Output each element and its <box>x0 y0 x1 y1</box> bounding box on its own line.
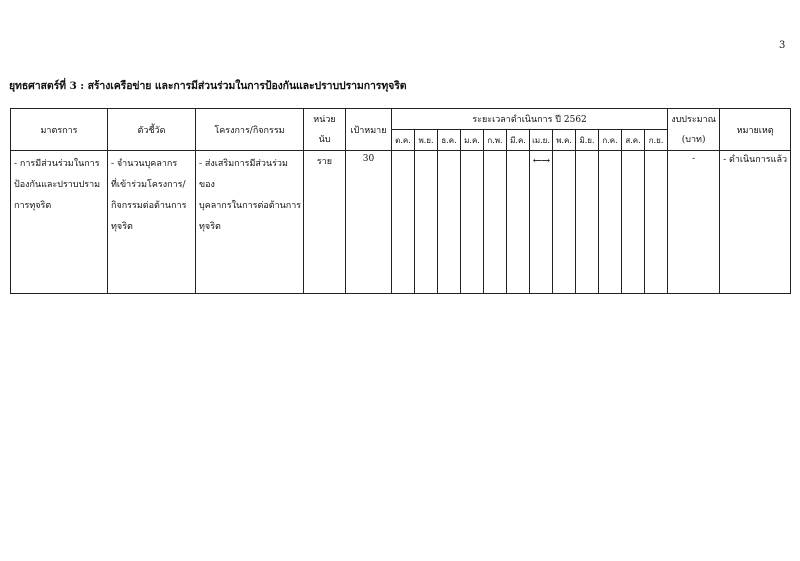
header-remarks: หมายเหตุ <box>720 109 791 151</box>
cell-unit: ราย <box>304 151 346 294</box>
month-cell <box>645 151 668 294</box>
project-line: - ส่งเสริมการมีส่วนร่วมของ <box>199 159 288 190</box>
month-header: มี.ค. <box>507 130 530 151</box>
month-cell <box>553 151 576 294</box>
month-header: เม.ย. <box>530 130 553 151</box>
strategy-title: ยุทธศาสตร์ที่ 3 : สร้างเครือข่าย และการมีส่วนร่วมในการป้องกันและปราบปรามการทุจริต <box>9 80 407 92</box>
month-header: ต.ค. <box>392 130 415 151</box>
cell-indicator <box>108 151 196 294</box>
cell-measure <box>11 151 108 294</box>
double-arrow-icon: ←→ <box>532 154 550 167</box>
header-unit-line2: นับ <box>318 134 331 145</box>
month-cell <box>622 151 645 294</box>
indicator-line: ทุจริต <box>111 222 133 232</box>
month-header: ก.ย. <box>645 130 668 151</box>
month-cell <box>461 151 484 294</box>
project-line: ทุจริต <box>199 222 221 232</box>
month-header: ม.ค. <box>461 130 484 151</box>
header-measure: มาตรการ <box>11 109 108 151</box>
measure-line: การทุจริต <box>14 201 52 211</box>
table-row <box>11 151 791 294</box>
month-header: ธ.ค. <box>438 130 461 151</box>
header-budget <box>668 109 720 151</box>
measure-line: ป้องกันและปราบปราม <box>14 180 101 190</box>
page-number: 3 <box>779 40 786 51</box>
month-header: ก.พ. <box>484 130 507 151</box>
month-cell <box>415 151 438 294</box>
action-plan-table <box>10 108 791 294</box>
indicator-line: ที่เข้าร่วมโครงการ/ <box>111 180 186 190</box>
month-cell <box>599 151 622 294</box>
month-header: พ.ย. <box>415 130 438 151</box>
header-target: เป้าหมาย <box>346 109 392 151</box>
month-cell <box>438 151 461 294</box>
indicator-line: - จำนวนบุคลากร <box>111 159 178 169</box>
header-indicator: ตัวชี้วัด <box>108 109 196 151</box>
header-unit-line1: หน่วย <box>313 114 336 125</box>
cell-budget: - <box>668 151 720 294</box>
project-line: บุคลากรในการต่อต้านการ <box>199 201 302 211</box>
measure-line: - การมีส่วนร่วมในการ <box>14 159 100 169</box>
header-budget-line1: งบประมาณ <box>671 114 717 125</box>
header-budget-line2: (บาท) <box>681 134 706 145</box>
month-cell-active <box>530 151 553 294</box>
month-header: มิ.ย. <box>576 130 599 151</box>
month-cell <box>507 151 530 294</box>
cell-project <box>196 151 304 294</box>
month-cell <box>392 151 415 294</box>
month-header: ส.ค. <box>622 130 645 151</box>
indicator-line: กิจกรรมต่อต้านการ <box>111 201 187 211</box>
cell-remarks: - ดำเนินการแล้ว <box>720 151 791 294</box>
cell-target: 30 <box>346 151 392 294</box>
header-period: ระยะเวลาดำเนินการ ปี 2562 <box>392 109 668 130</box>
month-header: พ.ค. <box>553 130 576 151</box>
header-unit <box>304 109 346 151</box>
month-cell <box>484 151 507 294</box>
header-project: โครงการ/กิจกรรม <box>196 109 304 151</box>
month-cell <box>576 151 599 294</box>
month-header: ก.ค. <box>599 130 622 151</box>
